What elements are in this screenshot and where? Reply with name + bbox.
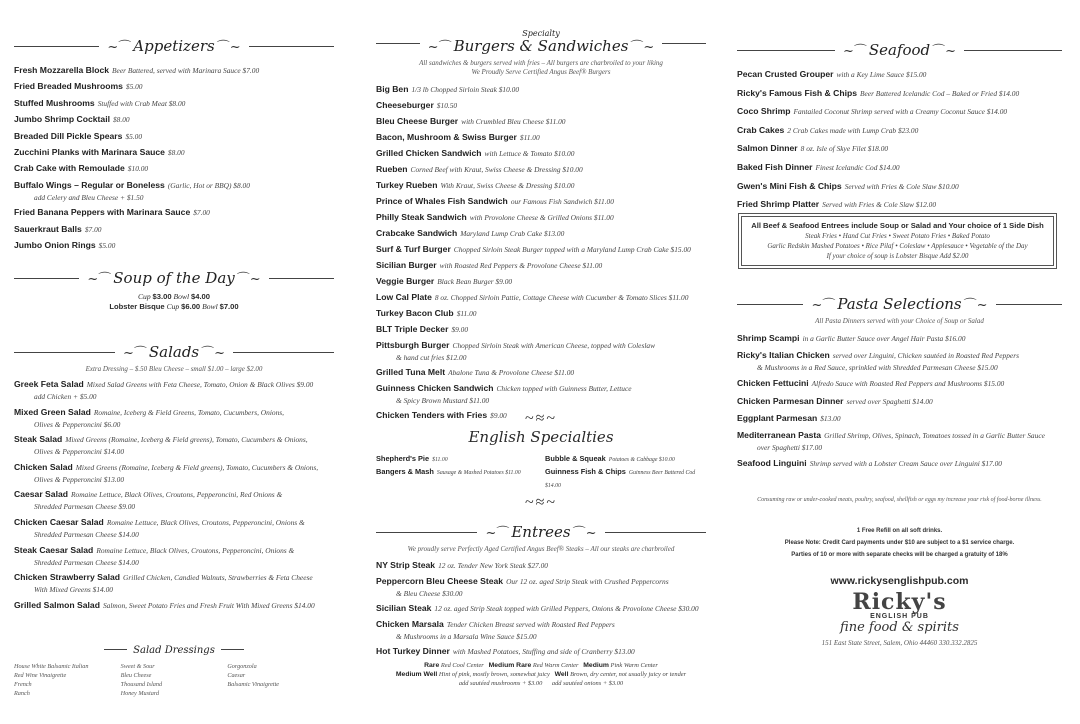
item-description: 12 oz. aged Strip Steak topped with Grilled Peppers, Onions & Provolone Cheese $30.00 <box>434 604 699 613</box>
item-description: Potatoes & Cabbage $10.00 <box>608 457 675 463</box>
menu-item <box>376 339 706 363</box>
menu-item <box>376 147 706 160</box>
item-name: Grilled Salmon Salad <box>14 599 100 610</box>
menu-item <box>376 366 706 379</box>
item-name: Pecan Crusted Grouper <box>737 69 834 79</box>
item-description-cont: With Mixed Greens $14.00 <box>34 585 113 595</box>
menu-item <box>14 80 334 93</box>
item-name: Coco Shrimp <box>737 106 791 117</box>
item-name: Surf & Turf Burger <box>376 244 451 254</box>
menu-item <box>376 559 706 572</box>
menu-item <box>376 275 706 288</box>
item-name: Chicken Marsala <box>376 619 444 629</box>
burgers-section <box>376 30 706 425</box>
item-description: Black Bean Burger $9.00 <box>437 277 513 286</box>
pub-logo: Ricky's ENGLISH PUB fine food & spirits <box>840 589 959 635</box>
item-description: Our 12 oz. aged Strip Steak with Crushed Peppercorns <box>506 577 669 586</box>
dressing-option: Caesar <box>227 672 246 679</box>
item-description: Finest Icelandic Cod $14.00 <box>815 162 900 172</box>
item-description: With Kraut, Swiss Cheese & Dressing $10.00 <box>440 181 575 190</box>
item-description: with Crumbled Bleu Cheese $11.00 <box>461 117 566 126</box>
dressing-option: House White Balsamic Italian <box>14 663 89 670</box>
soup-section <box>14 268 334 312</box>
menu-item <box>14 239 334 252</box>
item-name: Stuffed Mushrooms <box>14 97 95 108</box>
menu-item <box>376 227 706 240</box>
menu-item <box>376 83 706 96</box>
section-header: ~⌒ Entrees ⌒~ <box>376 522 706 542</box>
soup-prices: Cup $3.00 Bowl $4.00 Lobster Bisque Cup $6.00 Bowl $7.00 <box>109 292 239 311</box>
item-description: with Lettuce & Tomato $10.00 <box>484 149 575 158</box>
burgers-list <box>376 83 706 422</box>
item-name: Turkey Bacon Club <box>376 308 454 318</box>
item-description: Chopped Sirloin Steak Burger topped with a Maryland Lump Crab Cake $15.00 <box>453 245 691 254</box>
menu-item <box>737 412 1062 425</box>
item-description-cont: & hand cut fries $12.00 <box>396 353 467 362</box>
english-list <box>376 453 706 492</box>
dressing-option: Ranch <box>14 690 30 697</box>
section-header: ~⌒ Seafood ⌒~ <box>737 40 1062 60</box>
item-name: Greek Feta Salad <box>14 379 84 389</box>
menu-item <box>737 457 1062 470</box>
menu-item <box>376 163 706 176</box>
menu-item <box>376 382 706 406</box>
item-description-cont: Olives & Pepperoncini $14.00 <box>34 447 125 457</box>
item-description: $10.50 <box>436 101 458 110</box>
menu-item <box>14 113 334 126</box>
item-description: 12 oz. Tender New York Steak $27.00 <box>438 561 548 570</box>
gratuity-note: Parties of 10 or more with separate checks will be charged a gratuity of 18% <box>791 552 1008 558</box>
english-title: English Specialties <box>468 428 614 446</box>
menu-item <box>376 131 706 144</box>
menu-item <box>14 146 334 159</box>
entrees-note: We proudly serve Perfectly Aged Certified Angus Beef® Steaks – All our steaks are charbroiled <box>407 545 675 553</box>
item-description: Grilled Chicken, Candied Walnuts, Strawberries & Feta Cheese <box>123 573 313 583</box>
burgers-title: Burgers & Sandwiches <box>453 37 629 55</box>
item-name: Chicken Strawberry Salad <box>14 572 121 583</box>
item-name: Chicken Caesar Salad <box>14 516 104 527</box>
divider-flourish: ~≈~ <box>524 494 558 511</box>
item-name: Ricky's Famous Fish & Chips <box>737 87 857 98</box>
menu-item <box>737 180 1062 193</box>
menu-item <box>376 466 537 492</box>
item-name: Guinness Fish & Chips <box>545 467 626 476</box>
item-name: Crabcake Sandwich <box>376 228 458 238</box>
menu-item <box>14 179 334 203</box>
item-name: Jumbo Shrimp Cocktail <box>14 114 110 125</box>
menu-item <box>376 602 706 615</box>
item-name: Caesar Salad <box>14 489 68 500</box>
menu-item <box>376 243 706 256</box>
item-description: $11.00 <box>519 133 540 142</box>
item-description-cont: & Mushrooms in a Red Sauce, sprinkled with Shredded Parmesan Cheese $15.00 <box>757 363 998 373</box>
item-description: $5.00 <box>98 240 116 250</box>
salads-title: Salads <box>148 343 200 361</box>
item-description: Corned Beef with Kraut, Swiss Cheese & Dressing $10.00 <box>410 165 583 174</box>
menu-item <box>545 453 706 466</box>
menu-item <box>14 130 334 143</box>
footer <box>737 497 1062 647</box>
item-description: $11.00 <box>432 457 448 463</box>
item-description: Mixed Greens (Romaine, Iceberg & Field greens), Tomato, Cucumbers & Onions, <box>65 435 308 445</box>
pasta-list <box>737 332 1062 470</box>
item-name: Shepherd's Pie <box>376 454 430 463</box>
item-name: Cheeseburger <box>376 100 434 110</box>
divider-flourish: ~≈~ <box>524 410 558 427</box>
item-name: Baked Fish Dinner <box>737 161 813 172</box>
item-name: Mixed Green Salad <box>14 406 91 417</box>
item-description-cont: over Spaghetti $17.00 <box>757 442 823 452</box>
item-name: Bacon, Mushroom & Swiss Burger <box>376 132 517 142</box>
item-name: Buffalo Wings – Regular or Boneless <box>14 179 165 190</box>
menu-item <box>737 105 1062 118</box>
item-description: served over Linguini, Chicken sautéed in Roasted Red Peppers <box>832 351 1019 361</box>
item-name: Crab Cake with Remoulade <box>14 163 125 174</box>
menu-item <box>376 211 706 224</box>
menu-item <box>376 645 706 658</box>
item-description-cont: Shredded Parmesan Cheese $14.00 <box>34 557 139 567</box>
item-description-cont: & Mushrooms in a Marsala Wine Sauce $15.00 <box>396 632 537 641</box>
seafood-title: Seafood <box>868 41 931 59</box>
menu-item <box>376 307 706 320</box>
item-description: Beer Battered, served with Marinara Sauce $7.00 <box>112 66 260 75</box>
item-description: with Provolone Cheese & Grilled Onions $11.00 <box>469 213 614 222</box>
item-name: Grilled Tuna Melt <box>376 367 446 377</box>
appetizers-section <box>14 36 334 255</box>
item-description-cont: add Chicken + $5.00 <box>34 392 97 401</box>
burgers-note: All sandwiches & burgers served with fries – All burgers are charbroiled to your liking We Proudly Serve Certified Angus Beef® Burgers <box>419 59 663 76</box>
item-name: Steak Caesar Salad <box>14 544 94 555</box>
item-name: Chicken Tenders with Fries <box>376 410 488 420</box>
item-name: Philly Steak Sandwich <box>376 212 467 222</box>
menu-item <box>737 395 1062 408</box>
salads-list <box>14 378 334 612</box>
menu-item <box>14 433 334 457</box>
pasta-note: All Pasta Dinners served with your Choice of Soup or Salad <box>815 317 984 325</box>
entrees-section <box>376 522 706 688</box>
item-description: $8.00 <box>112 115 130 125</box>
menu-item <box>545 466 706 492</box>
item-name: Steak Salad <box>14 434 63 445</box>
menu-item <box>376 179 706 192</box>
menu-item <box>737 124 1062 137</box>
item-description: Stuffed with Crab Meat $8.00 <box>97 98 186 108</box>
appetizers-title: Appetizers <box>133 37 215 55</box>
item-name: Veggie Burger <box>376 276 435 286</box>
dressing-option: Thousand Island <box>120 681 163 688</box>
item-description-cont: Shredded Parmesan Cheese $9.00 <box>34 502 136 512</box>
item-description: $8.00 <box>167 147 185 157</box>
soup-title: Soup of the Day <box>113 269 235 287</box>
seafood-section <box>737 40 1062 217</box>
item-description-cont: Olives & Pepperoncini $13.00 <box>34 474 125 484</box>
dressing-option: Bleu Cheese <box>120 672 152 679</box>
menu-item <box>14 599 334 612</box>
item-name: Sicilian Steak <box>376 603 432 613</box>
menu-item <box>737 87 1062 100</box>
item-name: Eggplant Parmesan <box>737 412 818 423</box>
item-description: Romaine Lettuce, Black Olives, Croutons, Pepperoncini, Onions & <box>106 517 305 527</box>
item-name: Low Cal Plate <box>376 292 432 302</box>
item-description: $5.00 <box>125 82 143 92</box>
english-section <box>376 410 706 512</box>
item-name: Jumbo Onion Rings <box>14 239 96 250</box>
item-name: Bleu Cheese Burger <box>376 116 459 126</box>
menu-item <box>14 544 334 568</box>
item-name: Pittsburgh Burger <box>376 340 450 350</box>
item-description: $9.00 <box>451 325 469 334</box>
menu-item <box>737 332 1062 345</box>
credit-note: Please Note: Credit Card payments under $10 are subject to a $1 service charge. <box>784 540 1015 546</box>
item-description: Salmon, Sweet Potato Fries and Fresh Fruit With Mixed Greens $14.00 <box>102 600 315 610</box>
item-description: Served with Fries & Cole Slaw $10.00 <box>844 181 959 191</box>
menu-item <box>376 575 706 599</box>
item-name: Fried Breaded Mushrooms <box>14 81 123 92</box>
item-description: served over Spaghetti $14.00 <box>846 396 933 406</box>
item-name: Ricky's Italian Chicken <box>737 350 830 361</box>
item-description: 1/3 lb Chopped Sirloin Steak $10.00 <box>411 85 520 94</box>
item-name: Seafood Linguini <box>737 458 807 469</box>
menu-item <box>14 516 334 540</box>
menu-item <box>14 97 334 110</box>
item-name: BLT Triple Decker <box>376 324 449 334</box>
item-name: Fried Banana Peppers with Marinara Sauce <box>14 207 191 218</box>
entrees-list <box>376 559 706 658</box>
item-description: our Famous Fish Sandwich $11.00 <box>510 197 614 206</box>
item-description: Mixed Greens (Romaine, Iceberg & Field greens), Tomato, Cucumbers & Onions, <box>75 462 319 472</box>
website-link[interactable]: www.rickysenglishpub.com <box>830 575 969 587</box>
dressings-list <box>14 662 334 698</box>
menu-item <box>376 618 706 642</box>
section-header: Specialty ~⌒ Burgers & Sandwiches ⌒~ <box>376 30 706 56</box>
item-description-cont: Shredded Parmesan Cheese $14.00 <box>34 529 139 539</box>
menu-item <box>737 429 1062 453</box>
address: 151 East State Street, Salem, Ohio 44460 330.332.2825 <box>821 639 978 647</box>
item-description: 2 Crab Cakes made with Lump Crab $23.00 <box>787 125 919 135</box>
item-description: Mixed Salad Greens with Feta Cheese, Tomato, Onion & Black Olives $9.00 <box>86 380 314 389</box>
item-name: Gwen's Mini Fish & Chips <box>737 180 842 191</box>
pasta-section <box>737 294 1062 474</box>
item-description: $9.00 <box>490 411 507 420</box>
item-name: Shrimp Scampi <box>737 333 800 343</box>
item-name: Rueben <box>376 164 408 174</box>
section-header: ~⌒ Salads ⌒~ <box>14 342 334 362</box>
menu-item <box>376 453 537 466</box>
item-description: $13.00 <box>820 413 841 423</box>
item-name: Breaded Dill Pickle Spears <box>14 130 123 141</box>
menu-item <box>737 198 1062 211</box>
item-description: Chicken topped with Guinness Butter, Lettuce <box>496 384 632 393</box>
menu-item <box>737 142 1062 155</box>
steak-temperatures: Rare Red Cool Center Medium Rare Red Warm Center Medium Pink Warm Center Medium Well Hint of pink, mostly brown, somewhat juicy Well Brown, dry center, not usually juicy or tender add sautéed mushrooms + $3.00 add sautéed onions + $3.00 <box>395 662 687 687</box>
item-name: Big Ben <box>376 84 409 94</box>
item-description: Served with Fries & Cole Slaw $12.00 <box>822 200 937 210</box>
entrees-title: Entrees <box>511 523 571 541</box>
item-description: with a Key Lime Sauce $15.00 <box>836 70 927 79</box>
item-name: Sauerkraut Balls <box>14 223 82 234</box>
item-description: Grilled Shrimp, Olives, Spinach, Tomatoes tossed in a Garlic Butter Sauce <box>824 430 1045 440</box>
section-header: ~⌒ Soup of the Day ⌒~ <box>14 268 334 288</box>
item-name: Fresh Mozzarella Block <box>14 65 110 75</box>
item-name: Chicken Fettucini <box>737 378 809 389</box>
menu-item <box>376 323 706 336</box>
menu-item <box>376 291 706 304</box>
item-name: Fried Shrimp Platter <box>737 199 820 210</box>
item-name: Prince of Whales Fish Sandwich <box>376 196 508 206</box>
item-description: with Roasted Red Peppers & Provolone Cheese $11.00 <box>439 261 603 270</box>
dressing-option: Sweet & Sour <box>120 663 155 670</box>
item-description: Abalone Tuna & Provolone Cheese $11.00 <box>448 368 575 377</box>
item-description-cont: & Spicy Brown Mustard $11.00 <box>396 396 490 405</box>
dressing-option: Gorgonzola <box>227 663 257 670</box>
pasta-title: Pasta Selections <box>837 295 962 313</box>
item-name: Mediterranean Pasta <box>737 429 822 440</box>
dressing-option: Honey Mustard <box>120 690 160 697</box>
menu-item <box>14 461 334 485</box>
menu-item <box>14 64 334 77</box>
menu-item <box>737 377 1062 390</box>
salads-section <box>14 342 334 615</box>
section-header: ~⌒ Appetizers ⌒~ <box>14 36 334 56</box>
item-description: Romaine Lettuce, Black Olives, Croutons, Pepperoncini, Red Onions & <box>70 490 283 500</box>
menu-item <box>14 378 334 402</box>
appetizers-list <box>14 64 334 252</box>
dressing-option: Red Wine Vinaigrette <box>14 672 67 679</box>
item-name: Crab Cakes <box>737 124 785 135</box>
item-name: Salmon Dinner <box>737 143 798 154</box>
item-description-cont: & Bleu Cheese $30.00 <box>396 589 463 598</box>
item-name: Bubble & Squeak <box>545 454 606 463</box>
salads-note: Extra Dressing – $.50 Bleu Cheese – small $1.00 – large $2.00 <box>85 365 263 373</box>
item-description: Romaine, Iceberg & Field Greens, Tomato, Cucumbers, Onions, <box>93 407 284 417</box>
item-description: Romaine Lettuce, Black Olives, Croutons, Pepperoncini, Onions & <box>96 545 295 555</box>
menu-item <box>376 195 706 208</box>
menu-item <box>14 223 334 236</box>
dressings-title: Salad Dressings <box>127 645 221 656</box>
refill-note: 1 Free Refill on all soft drinks. <box>856 528 943 534</box>
item-description: $10.00 <box>127 164 149 174</box>
item-name: Chicken Parmesan Dinner <box>737 395 844 406</box>
menu-item <box>14 571 334 595</box>
menu-item <box>14 206 334 219</box>
menu-item <box>737 161 1062 174</box>
item-name: Grilled Chicken Sandwich <box>376 148 482 158</box>
item-description: Fantailed Coconut Shrimp served with a Creamy Coconut Sauce $14.00 <box>793 107 1008 117</box>
item-description: Beer Battered Icelandic Cod – Baked or Fried $14.00 <box>860 88 1020 98</box>
dressing-option: French <box>14 681 32 688</box>
item-name: NY Strip Steak <box>376 560 436 570</box>
item-description: 8 oz. Chopped Sirloin Pattie, Cottage Cheese with Cucumber & Tomato Slices $11.00 <box>434 293 689 302</box>
item-name: Zucchini Planks with Marinara Sauce <box>14 146 165 157</box>
item-description: $5.00 <box>125 131 143 141</box>
item-name: Bangers & Mash <box>376 467 434 476</box>
item-description: (Garlic, Hot or BBQ) $8.00 <box>167 180 250 190</box>
menu-item <box>376 115 706 128</box>
item-description: Maryland Lump Crab Cake $13.00 <box>460 229 565 238</box>
section-header: ~⌒ Pasta Selections ⌒~ <box>737 294 1062 314</box>
menu-item <box>376 99 706 112</box>
item-name: Sicilian Burger <box>376 260 437 270</box>
item-description: Sausage & Mashed Potatoes $11.00 <box>436 470 521 476</box>
dressings-section <box>14 640 334 698</box>
food-warning: Consuming raw or under-cooked meats, poultry, seafood, shellfish or eggs my increase your risk of food-borne illness. <box>757 497 1042 503</box>
item-name: Hot Turkey Dinner <box>376 646 450 656</box>
menu-item <box>737 68 1062 81</box>
item-description: Shrimp served with a Lobster Cream Sauce over Linguini $17.00 <box>809 459 1002 469</box>
item-description: 8 oz. Isle of Skye Filet $18.00 <box>800 144 889 154</box>
item-description: $7.00 <box>84 224 102 234</box>
item-description: $11.00 <box>456 309 477 318</box>
item-name: Turkey Rueben <box>376 180 438 190</box>
item-description: Tender Chicken Breast served with Roasted Red Peppers <box>446 620 615 629</box>
item-description-cont: Olives & Pepperoncini $6.00 <box>34 419 121 429</box>
menu-item <box>737 349 1062 373</box>
item-description: in a Garlic Butter Sauce over Angel Hair Pasta $16.00 <box>802 334 966 343</box>
item-description: Alfredo Sauce with Roasted Red Peppers and Mushrooms $15.00 <box>811 379 1005 389</box>
item-description: with Mashed Potatoes, Stuffing and side of Cranberry $13.00 <box>452 647 635 656</box>
item-description: Guinness Beer Battered Cod $14.00 <box>545 470 696 489</box>
menu-item <box>376 259 706 272</box>
section-header <box>104 640 244 658</box>
item-description: Chopped Sirloin Steak with American Cheese, topped with Coleslaw <box>452 341 656 350</box>
item-name: Peppercorn Bleu Cheese Steak <box>376 576 504 586</box>
seafood-list <box>737 68 1062 211</box>
item-name: Chicken Salad <box>14 461 73 472</box>
item-description-cont: add Celery and Bleu Cheese + $1.50 <box>34 192 144 202</box>
dressing-option: Balsamic Vinaigrette <box>227 681 280 688</box>
menu-item <box>14 162 334 175</box>
item-name: Guinness Chicken Sandwich <box>376 383 494 393</box>
menu-item <box>14 488 334 512</box>
item-description: $7.00 <box>193 208 210 218</box>
sides-box: All Beef & Seafood Entrees include Soup or Salad and Your choice of 1 Side Dish Steak Fries • Hand Cut Fries • Sweet Potato Fries • Baked Potato Garlic Redskin Mashed Potatoes • Rice Pilaf • Coleslaw • Applesauce • Vegetable of the Day If your choice of soup is Lobster Bisque Add $2.00 <box>741 216 1054 266</box>
menu-item <box>14 406 334 430</box>
